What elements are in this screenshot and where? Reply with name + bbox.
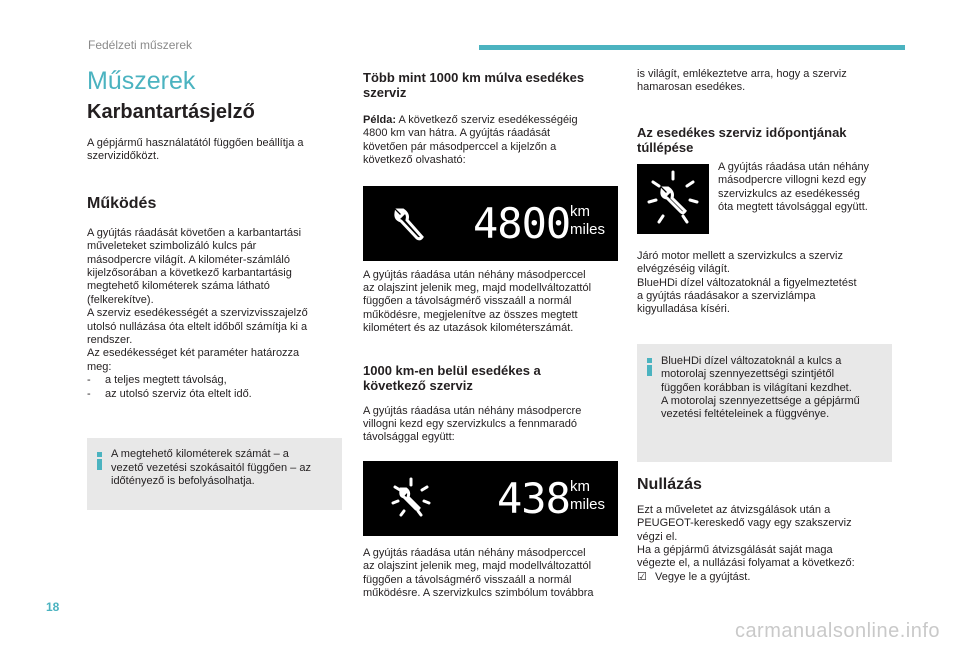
heading-overdue-service: Az esedékes szerviz időpontjának túllépése [637, 124, 847, 155]
para-within-1000km: A gyújtás ráadása után néhány másodpercre villogni kezd egy szervizkulcs a fennmaradó távolsággal együtt: [363, 404, 582, 444]
subsection-heading-mukodes: Működés [87, 194, 157, 212]
chapter-title: Műszerek [87, 67, 196, 95]
odometer-display-4800 [363, 186, 618, 261]
checkbox-bullet-icon: ☑ [637, 570, 647, 583]
section-heading: Karbantartásjelző [87, 101, 255, 123]
para-after-display-2: A gyújtás ráadása után néhány másodperccel az olajszint jelenik meg, majd modellváltozattól függően a távolságmérő visszaáll a normál működésre. A szervizkulcs szimbólum továbbra [363, 546, 594, 600]
continued-text: is világít, emlékeztetve arra, hogy a szerviz hamarosan esedékes. [637, 68, 847, 94]
running-header: Fedélzeti műszerek [88, 38, 193, 52]
example-text: Példa: A következő szerviz esedékességéig 4800 km van hátra. A gyújtás ráadását követően pár másodperccel a kijelzőn a következő olvasható: [363, 114, 578, 167]
column-1 [87, 62, 342, 510]
unit-label: km miles [570, 202, 606, 238]
list-item: - az utolsó szerviz óta eltelt idő. [87, 387, 252, 400]
info-box: BlueHDi dízel változatoknál a kulcs a motorolaj szennyezettségi szintjétől függően korábban is világítani kezdhet. A motorolaj szennyezettsége a gépjármű vezetési feltételeinek a függvénye. [637, 344, 892, 462]
info-box: A megtehető kilométerek számát – a vezető vezetési szokásaitól függően – az időtényező is befolyásolhatja. [87, 438, 342, 510]
odometer-digits: 438 [497, 473, 570, 523]
checkbox-bullet-item: ☑ Vegye le a gyújtást. [637, 570, 751, 583]
heading-within-1000km: 1000 km-en belül esedékes a következő szerviz [363, 362, 541, 393]
unit-label: km miles [570, 477, 606, 513]
page-number: 18 [46, 600, 60, 614]
column-3 [637, 62, 892, 584]
info-icon [647, 358, 653, 376]
wrench-icon [389, 202, 433, 246]
para-engine-running: Járó motor mellett a szervizkulcs a szerviz elvégzéséig világít. BlueHDi dízel változatoknál a figyelmeztetést a gyújtás ráadásakor a szervizlámpa kigyulladása kíséri. [637, 249, 857, 316]
info-icon [97, 452, 103, 470]
intro-text: A gépjármű használatától függően beállítja a szervizidőközt. [87, 137, 304, 163]
header-accent-bar [479, 45, 905, 50]
blinking-wrench-icon [637, 164, 709, 234]
list-item: - a teljes megtett távolság, [87, 374, 227, 387]
odometer-display-438 [363, 461, 618, 536]
heading-more-than-1000km: Több mint 1000 km múlva esedékes szerviz [363, 70, 585, 100]
blinking-wrench-icon [389, 477, 433, 521]
para-after-display-1: A gyújtás ráadása után néhány másodperccel az olajszint jelenik meg, majd modellváltozattól függően a távolságmérő visszaáll a normál működésre, megjelenítve az összes megtett kilométert és az utazások kilométerszámát. [363, 268, 592, 335]
odometer-digits: 4800 [473, 198, 571, 248]
icon-description: A gyújtás ráadása után néhány másodpercre villogni kezd egy szervizkulcs az esedékesség óta megtett távolsággal együtt. [718, 160, 870, 214]
para-nullazas: Ezt a műveletet az átvizsgálások után a PEUGEOT-kereskedő vagy egy szakszerviz végzi el. Ha a gépjármű átvizsgálását saját maga végezte el, a nullázási folyamat a következő: ☑ Vegye le a gyújtást. [637, 504, 892, 584]
column-2 [363, 62, 618, 601]
heading-nullazas: Nullázás [637, 475, 702, 493]
watermark: carmanualsonline.info [734, 620, 940, 642]
mukodes-body: A gyújtás ráadását követően a karbantartási műveleteket szimbolizáló kulcs pár másodpercre világít. A kilométer-számláló kijelzősorában a következő karbantartásig megtehető kilométerek száma látható (felkerekítve). A szerviz esedékességét a szervizvisszajelző utolsó nullázása óta eltelt időből számítja ki a rendszer. Az esedékességet két paraméter határozza meg: - a teljes megtett távolság, - az utolsó szerviz óta eltelt idő. [87, 227, 342, 401]
overdue-icon-block [637, 160, 892, 234]
blinking-wrench-tile [637, 164, 709, 234]
